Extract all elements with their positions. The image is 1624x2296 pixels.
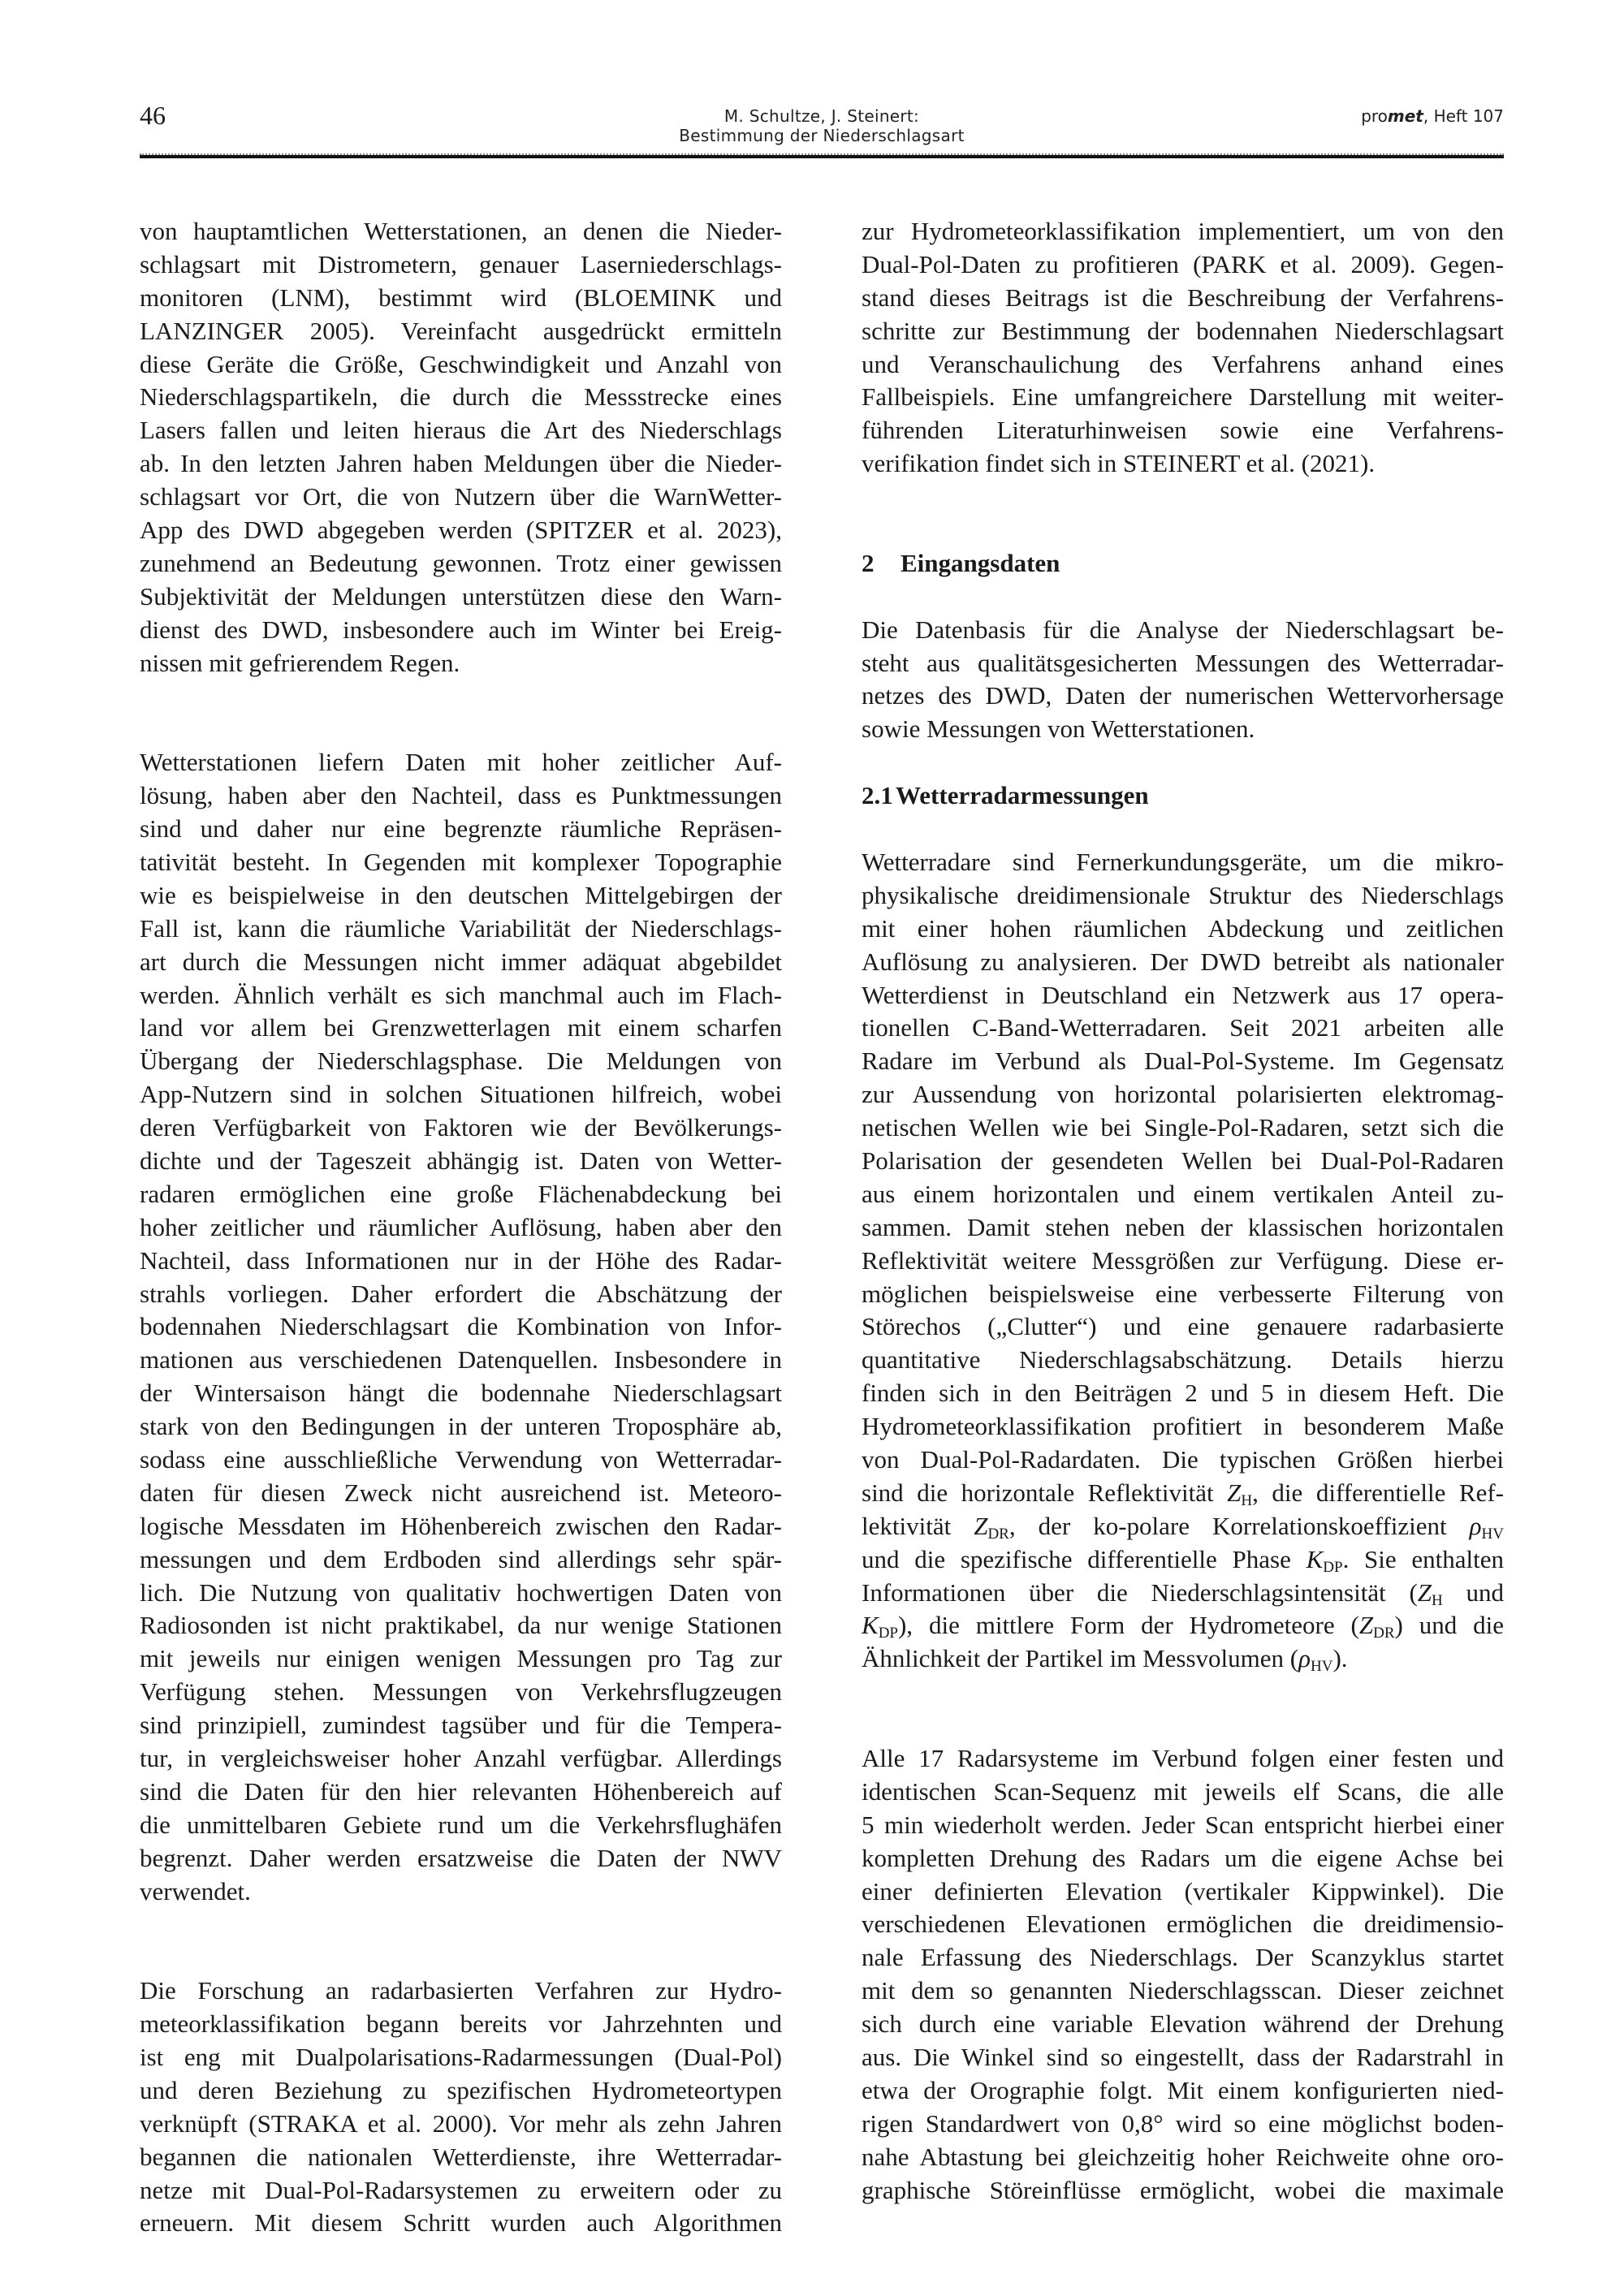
text-line: sammen. Damit stehen neben der klassischen horizontalen [862, 1212, 1504, 1241]
text-line: von Dual-Pol-Radardaten. Die typischen Größen hierbei [862, 1444, 1504, 1474]
text-line: tionellen C-Band-Wetterradaren. Seit 2021 arbeiten alle [862, 1013, 1504, 1042]
text-line: zur Aussendung von horizontal polarisierten elektromag- [862, 1080, 1504, 1109]
text-line: Fall ist, kann die räumliche Variabilität der Niederschlags- [140, 913, 782, 943]
text-line: Dual-Pol-Daten zu profitieren (PARK et al. 2009). Gegen- [862, 249, 1504, 278]
text-line: Übergang der Niederschlagsphase. Die Meldungen von [140, 1047, 782, 1076]
math-variable [1306, 1544, 1343, 1576]
text-line: radaren ermöglichen eine große Flächenabdeckung bei [140, 1179, 782, 1208]
text-line: deren Verfügbarkeit von Faktoren wie der Bevölkerungs- [140, 1113, 782, 1142]
section-heading [862, 779, 1504, 813]
text-line: messungen und dem Erdboden sind allerdings sehr spär- [140, 1544, 782, 1573]
text-line: Radare im Verbund als Dual-Pol-Systeme. Im Gegensatz [862, 1047, 1504, 1076]
text-segment: und [1442, 1577, 1504, 1607]
text-line: Niederschlagspartikeln, die durch die Messstrecke eines [140, 382, 782, 412]
variable-symbol: K [862, 1611, 879, 1640]
math-variable [1298, 1644, 1333, 1676]
variable-subscript: DP [878, 1625, 898, 1642]
text-line: stand dieses Beitrags ist die Beschreibung der Verfahrens- [862, 283, 1504, 312]
text-line: ab. In den letzten Jahren haben Meldungen über die Nieder- [140, 449, 782, 478]
text-line: verifikation findet sich in STEINERT et al. (2021). [862, 449, 1376, 478]
text-line: Wetterdienst in Deutschland ein Netzwerk aus 17 opera- [862, 980, 1504, 1009]
text-segment: ), die mittlere Form der Hydrometeore ( [897, 1611, 1359, 1640]
text-segment: und die spezifische differentielle Phase [862, 1544, 1307, 1573]
variable-symbol: Z [1227, 1478, 1242, 1507]
paragraph [862, 846, 1504, 1676]
text-segment: ). [1332, 1644, 1348, 1673]
text-segment: , der ko-polare Korrelationskoeffizient [1009, 1511, 1470, 1540]
text-line: mit einer hohen räumlichen Abdeckung und zeitlichen [862, 913, 1504, 943]
text-line: strahls vorliegen. Daher erfordert die Abschätzung der [140, 1279, 782, 1308]
text-line: verknüpft (STRAKA et al. 2000). Vor mehr als zehn Jahren [140, 2108, 782, 2138]
text-line: LANZINGER 2005). Vereinfacht ausgedrückt ermitteln [140, 316, 782, 345]
text-line: möglichen beispielsweise eine verbesserte Filterung von [862, 1279, 1504, 1308]
variable-subscript: DR [1373, 1625, 1395, 1642]
text-segment: . Sie enthalten [1342, 1544, 1505, 1573]
text-line: der Wintersaison hängt die bodennahe Niederschlagsart [140, 1379, 782, 1408]
section-number: 2.1 [862, 781, 893, 810]
text-line: Polarisation der gesendeten Wellen bei Dual-Pol-Radaren [862, 1146, 1504, 1175]
text-line: quantitative Niederschlagsabschätzung. Details hierzu [862, 1345, 1504, 1375]
text-line: begannen die nationalen Wetterdienste, ihre Wetterradar- [140, 2142, 782, 2171]
math-variable [1227, 1478, 1252, 1507]
text-line: sind die Daten für den hier relevanten Höhenbereich auf [140, 1776, 782, 1806]
variable-subscript: H [1241, 1491, 1253, 1509]
text-line: aus einem horizontalen und einem vertikalen Anteil zu- [862, 1179, 1504, 1208]
right-column [862, 215, 1504, 2207]
text-line: graphische Störeinflüsse ermöglicht, wobei die maximale [862, 2175, 1504, 2204]
text-line: mit dem so genannten Niederschlagsscan. Dieser zeichnet [862, 1976, 1504, 2005]
text-line: tur, in vergleichsweiser hoher Anzahl verfügbar. Allerdings [140, 1743, 782, 1772]
variable-subscript: HV [1311, 1658, 1333, 1676]
text-line: hoher zeitlicher und räumlicher Auflösung, haben aber den [140, 1212, 782, 1241]
text-segment: lektivität [862, 1511, 974, 1540]
text-line [862, 1609, 1504, 1642]
paragraph [140, 1974, 782, 2240]
variable-subscript: H [1432, 1591, 1443, 1609]
text-line: von hauptamtlichen Wetterstationen, an denen die Nieder- [140, 217, 782, 245]
text-line: identischen Scan-Sequenz mit jeweils elf Scans, die alle [862, 1776, 1504, 1806]
text-line: einer definierten Elevation (vertikaler Kippwinkel). Die [862, 1876, 1504, 1905]
text-segment: ) und die [1394, 1611, 1504, 1640]
math-variable [1418, 1578, 1443, 1607]
journal-name-prefix: pro [1361, 106, 1388, 126]
text-line: Radiosonden ist nicht praktikabel, da nur wenige Stationen [140, 1611, 782, 1640]
variable-subscript: HV [1481, 1525, 1504, 1543]
text-line: Lasers fallen und leiten hieraus die Art des Niederschlags [140, 416, 782, 445]
text-line: Störechos („Clutter“) und eine genauere radarbasierte [862, 1312, 1504, 1341]
running-title [497, 106, 1147, 145]
text-line: netzes des DWD, Daten der numerischen Wettervorhersage [862, 681, 1504, 710]
text-line: Reflektivität weitere Messgrößen zur Verfügung. Diese er- [862, 1245, 1504, 1275]
header-rule [140, 153, 1504, 158]
variable-symbol: ρ [1469, 1511, 1482, 1540]
text-line: Fallbeispiels. Eine umfangreichere Darstellung mit weiter- [862, 382, 1504, 412]
variable-symbol: K [1306, 1544, 1324, 1573]
text-segment: Ähnlichkeit der Partikel im Messvolumen ( [862, 1644, 1299, 1673]
text-line: ist eng mit Dualpolarisations-Radarmessungen (Dual-Pol) [140, 2043, 782, 2072]
text-line: netze mit Dual-Pol-Radarsystemen zu erweitern oder zu [140, 2175, 782, 2204]
text-line: Wetterradare sind Fernerkundungsgeräte, um die mikro- [862, 847, 1504, 876]
text-line: werden. Ähnlich verhält es sich manchmal auch im Flach- [140, 980, 782, 1009]
text-segment: Informationen über die Niederschlagsintensität ( [862, 1577, 1418, 1607]
text-line: führenden Literaturhinweisen sowie eine Verfahrens- [862, 416, 1504, 445]
text-line: die unmittelbaren Gebiete rund um die Verkehrsflughäfen [140, 1810, 782, 1839]
text-line: dichte und der Tageszeit abhängig ist. Daten von Wetter- [140, 1146, 782, 1175]
text-line [862, 1642, 1504, 1676]
text-line: Wetterstationen liefern Daten mit hoher zeitlicher Auf- [140, 748, 782, 777]
journal-name-bold: met [1387, 106, 1423, 126]
text-line: wie es beispielweise in den deutschen Mittelgebirgen der [140, 880, 782, 909]
text-line [862, 1510, 1504, 1543]
text-line: lösung, haben aber den Nachteil, dass es Punktmessungen [140, 781, 782, 810]
text-line: sind und daher nur eine begrenzte räumliche Repräsen- [140, 814, 782, 844]
text-line: verwendet. [140, 1876, 251, 1905]
variable-symbol: Z [974, 1511, 988, 1540]
text-line: diese Geräte die Größe, Geschwindigkeit und Anzahl von [140, 349, 782, 378]
text-line: aus. Die Winkel sind so eingestellt, dass der Radarstrahl in [862, 2043, 1504, 2072]
text-line: etwa der Orographie folgt. Mit einem konfigurierten nied- [862, 2075, 1504, 2104]
variable-subscript: DR [987, 1525, 1009, 1543]
section-heading [862, 547, 1504, 580]
text-line: finden sich in den Beiträgen 2 und 5 in diesem Heft. Die [862, 1379, 1504, 1408]
text-line [862, 1543, 1504, 1577]
text-line: und Veranschaulichung des Verfahrens anhand eines [862, 349, 1504, 378]
text-line: App des DWD abgegeben werden (SPITZER et al. 2023), [140, 516, 782, 545]
text-line: kompletten Drehung des Radars um die eigene Achse bei [862, 1843, 1504, 1872]
variable-symbol: Z [1358, 1611, 1374, 1640]
text-line: stark von den Bedingungen in der unteren Troposphäre ab, [140, 1412, 782, 1441]
text-line: land vor allem bei Grenzwetterlagen mit einem scharfen [140, 1013, 782, 1042]
text-line [862, 1577, 1504, 1610]
left-column [140, 215, 782, 2240]
math-variable [862, 1611, 898, 1642]
paragraph [862, 215, 1504, 481]
text-line: Nachteil, dass Informationen nur in der Höhe des Radar- [140, 1245, 782, 1275]
math-variable [1469, 1511, 1504, 1543]
variable-subscript: DP [1323, 1558, 1343, 1576]
text-segment: sind die horizontale Reflektivität [862, 1478, 1228, 1507]
math-variable [1358, 1611, 1395, 1642]
text-segment: , die differentielle Ref- [1252, 1478, 1504, 1507]
text-line: rigen Standardwert von 0,8° wird so eine möglichst boden- [862, 2108, 1504, 2138]
text-line: Subjektivität der Meldungen unterstützen diese den Warn- [140, 581, 782, 611]
text-line: art durch die Messungen nicht immer adäquat abgebildet [140, 947, 782, 976]
text-line: zunehmend an Bedeutung gewonnen. Trotz einer gewissen [140, 548, 782, 577]
text-line: netischen Wellen wie bei Single-Pol-Radaren, setzt sich die [862, 1113, 1504, 1142]
text-line: App-Nutzern sind in solchen Situationen hilfreich, wobei [140, 1080, 782, 1109]
text-line: steht aus qualitätsgesicherten Messungen des Wetterradar- [862, 648, 1504, 677]
text-line: Die Datenbasis für die Analyse der Niederschlagsart be- [862, 615, 1504, 644]
text-line: mationen aus verschiedenen Datenquellen. Insbesondere in [140, 1345, 782, 1375]
variable-symbol: ρ [1298, 1644, 1311, 1673]
journal-issue [1361, 106, 1504, 126]
paragraph [140, 215, 782, 680]
text-line: 5 min wiederholt werden. Jeder Scan entspricht hierbei einer [862, 1810, 1504, 1839]
issue-number: , Heft 107 [1423, 106, 1504, 126]
text-line: Alle 17 Radarsysteme im Verbund folgen einer festen und [862, 1744, 1504, 1772]
text-line [862, 1477, 1504, 1510]
text-line: verschiedenen Elevationen ermöglichen die dreidimensio- [862, 1910, 1504, 1939]
paragraph [862, 1742, 1504, 2207]
section-number: 2 [862, 548, 875, 577]
text-line: schlagsart vor Ort, die von Nutzern über die WarnWetter- [140, 482, 782, 511]
text-line: sind prinzipiell, zumindest tagsüber und für die Tempera- [140, 1711, 782, 1740]
text-line: nissen mit gefrierendem Regen. [140, 648, 460, 677]
text-line: Auflösung zu analysieren. Der DWD betreibt als nationaler [862, 947, 1504, 976]
text-line: sowie Messungen von Wetterstationen. [862, 714, 1255, 744]
text-line: nale Erfassung des Niederschlags. Der Scanzyklus startet [862, 1943, 1504, 1972]
text-line: zur Hydrometeorklassifikation implementiert, um von den [862, 217, 1504, 245]
text-line: schritte zur Bestimmung der bodennahen Niederschlagsart [862, 316, 1504, 345]
text-line: und deren Beziehung zu spezifischen Hydrometeortypen [140, 2075, 782, 2104]
text-line: Hydrometeorklassifikation profitiert in besonderem Maße [862, 1412, 1504, 1441]
text-line: meteorklassifikation begann bereits vor Jahrzehnten und [140, 2009, 782, 2039]
paragraph [140, 746, 782, 1908]
text-line: lich. Die Nutzung von qualitativ hochwertigen Daten von [140, 1577, 782, 1607]
paragraph [862, 614, 1504, 747]
running-authors: M. Schultze, J. Steinert: [723, 106, 920, 126]
text-line: monitoren (LNM), bestimmt wird (BLOEMINK und [140, 283, 782, 312]
text-line: begrenzt. Daher werden ersatzweise die Daten der NWV [140, 1843, 782, 1872]
section-title: Eingangsdaten [901, 548, 1060, 577]
text-line: daten für diesen Zweck nicht ausreichend ist. Meteoro- [140, 1478, 782, 1507]
text-line: logische Messdaten im Höhenbereich zwischen den Radar- [140, 1511, 782, 1540]
text-line: bodennahen Niederschlagsart die Kombination von Infor- [140, 1312, 782, 1341]
text-line: physikalische dreidimensionale Struktur des Niederschlags [862, 880, 1504, 909]
text-line: schlagsart mit Distrometern, genauer Laserniederschlags- [140, 249, 782, 278]
text-line: mit jeweils nur einigen wenigen Messungen pro Tag zur [140, 1644, 782, 1673]
page-number: 46 [140, 101, 166, 130]
text-line: tativität besteht. In Gegenden mit komplexer Topographie [140, 847, 782, 876]
text-line: nahe Abtastung bei gleichzeitig hoher Reichweite ohne oro- [862, 2142, 1504, 2171]
text-line: sich durch eine variable Elevation während der Drehung [862, 2009, 1504, 2039]
variable-symbol: Z [1417, 1577, 1432, 1607]
text-line: erneuern. Mit diesem Schritt wurden auch Algorithmen [140, 2208, 782, 2238]
text-line: Verfügung stehen. Messungen von Verkehrsflugzeugen [140, 1677, 782, 1707]
section-title: Wetterradarmessungen [896, 781, 1149, 810]
text-line: sodass eine ausschließliche Verwendung von Wetterradar- [140, 1444, 782, 1474]
math-variable [974, 1511, 1009, 1543]
text-line: dienst des DWD, insbesondere auch im Winter bei Ereig- [140, 615, 782, 644]
running-article-title: Bestimmung der Niederschlagsart [679, 126, 965, 145]
text-line: Die Forschung an radarbasierten Verfahren zur Hydro- [140, 1976, 782, 2005]
